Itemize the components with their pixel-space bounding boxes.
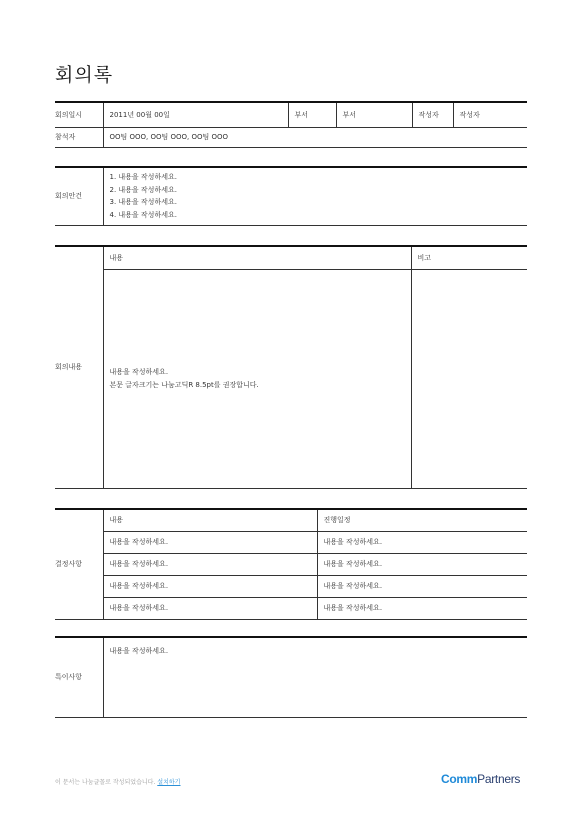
special-label: 특이사항 — [55, 637, 103, 717]
table-row — [55, 597, 527, 619]
dept-label: 부서 — [288, 102, 336, 127]
install-link[interactable]: 설치하기 — [157, 779, 181, 786]
author-label: 작성자 — [412, 102, 453, 127]
table-row — [55, 575, 527, 597]
note-col-header: 비고 — [411, 246, 527, 269]
footer-note — [55, 777, 180, 786]
decision-schedule[interactable]: 내용을 작성하세요. — [317, 553, 527, 575]
agenda-item: 4. 내용을 작성하세요. — [109, 210, 177, 219]
agenda-label: 회의안건 — [55, 167, 103, 225]
decision-schedule[interactable]: 내용을 작성하세요. — [317, 531, 527, 553]
decisions-table — [55, 508, 527, 620]
decisions-label: 결정사항 — [55, 509, 103, 619]
meta-table — [55, 101, 527, 148]
date-label: 회의일시 — [55, 102, 103, 127]
footer-note-text: 이 문서는 나눔글꼴로 작성되었습니다. — [55, 779, 156, 786]
special-table — [55, 636, 527, 718]
special-body[interactable]: 내용을 작성하세요. — [103, 637, 527, 717]
attendees-label: 참석자 — [55, 127, 103, 147]
agenda-item: 2. 내용을 작성하세요. — [109, 185, 177, 194]
decision-schedule[interactable]: 내용을 작성하세요. — [317, 597, 527, 619]
content-body[interactable] — [103, 269, 411, 488]
note-body[interactable] — [411, 269, 527, 488]
decision-content[interactable]: 내용을 작성하세요. — [103, 531, 317, 553]
decision-schedule[interactable]: 내용을 작성하세요. — [317, 575, 527, 597]
content-line: 내용을 작성하세요. — [109, 368, 169, 376]
table-row — [55, 531, 527, 553]
agenda-table — [55, 166, 527, 226]
author-value[interactable]: 작성자 — [453, 102, 527, 127]
commpartners-logo — [441, 772, 520, 786]
agenda-list[interactable] — [103, 167, 527, 225]
content-label: 회의내용 — [55, 246, 103, 488]
content-line: 본문 글자크기는 나눔고딕R 8.5pt를 권장합니다. — [109, 380, 259, 389]
dept-value[interactable]: 부서 — [336, 102, 412, 127]
content-col-header: 내용 — [103, 246, 411, 269]
agenda-item: 1. 내용을 작성하세요. — [109, 173, 177, 182]
decision-content[interactable]: 내용을 작성하세요. — [103, 575, 317, 597]
attendees-value[interactable]: OO팀 OOO, OO팀 OOO, OO팀 OOO — [103, 127, 527, 147]
logo-rest: Partners — [477, 772, 521, 786]
decision-content[interactable]: 내용을 작성하세요. — [103, 597, 317, 619]
logo-bold: Comm — [441, 772, 478, 786]
date-value[interactable]: 2011년 00월 00일 — [103, 102, 288, 127]
decision-content-header: 내용 — [103, 509, 317, 531]
page-title: 회의록 — [55, 64, 114, 86]
decision-schedule-header: 진행일정 — [317, 509, 527, 531]
agenda-item: 3. 내용을 작성하세요. — [109, 198, 177, 207]
decision-content[interactable]: 내용을 작성하세요. — [103, 553, 317, 575]
content-table — [55, 245, 527, 489]
table-row — [55, 553, 527, 575]
